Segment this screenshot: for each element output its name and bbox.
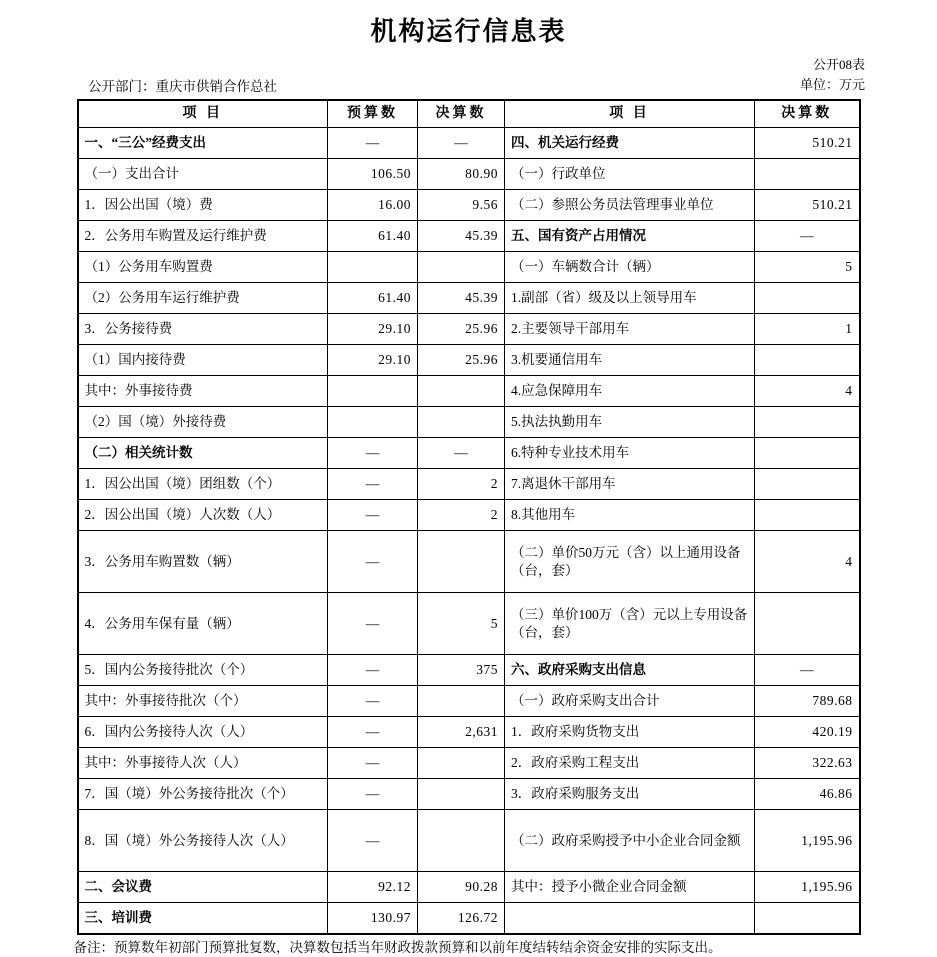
- cell-final: 45.39: [418, 283, 505, 314]
- row-label-right: （三）单价100万（含）元以上专用设备（台，套）: [505, 593, 755, 655]
- row-label-left: （2）国（境）外接待费: [78, 407, 328, 438]
- row-label-right: （一）车辆数合计（辆）: [505, 252, 755, 283]
- department-label: 公开部门：重庆市供销合作总社: [88, 75, 277, 95]
- cell-final-right: 4: [755, 376, 860, 407]
- cell-final: 25.96: [418, 314, 505, 345]
- row-label-left: （一）支出合计: [78, 159, 328, 190]
- row-label-right: 8.其他用车: [505, 500, 755, 531]
- row-label-left: 二、会议费: [78, 872, 328, 903]
- cell-budget: 61.40: [328, 283, 418, 314]
- row-label-right: 1．政府采购货物支出: [505, 717, 755, 748]
- row-label-right: [505, 903, 755, 934]
- cell-budget: —: [328, 128, 418, 159]
- row-label-right: （二）参照公务员法管理事业单位: [505, 190, 755, 221]
- cell-final-right: 5: [755, 252, 860, 283]
- table-row: [78, 531, 860, 593]
- row-label-right: 2．政府采购工程支出: [505, 748, 755, 779]
- cell-budget: —: [328, 655, 418, 686]
- table-row: [78, 345, 860, 376]
- row-label-left: 6．国内公务接待人次（人）: [78, 717, 328, 748]
- row-label-left: 一、“三公”经费支出: [78, 128, 328, 159]
- cell-final-right: 4: [755, 531, 860, 593]
- cell-final-right: 420.19: [755, 717, 860, 748]
- table-row: [78, 407, 860, 438]
- row-label-left: 其中：外事接待批次（个）: [78, 686, 328, 717]
- cell-final: 2: [418, 500, 505, 531]
- row-label-left: 2．因公出国（境）人次数（人）: [78, 500, 328, 531]
- organization-operation-table: [77, 99, 861, 935]
- cell-final: 5: [418, 593, 505, 655]
- header-final: 决算数: [418, 100, 505, 128]
- table-row: [78, 252, 860, 283]
- cell-budget: 61.40: [328, 221, 418, 252]
- row-label-right: 2.主要领导干部用车: [505, 314, 755, 345]
- cell-final-right: [755, 500, 860, 531]
- cell-budget: 29.10: [328, 345, 418, 376]
- table-row: [78, 717, 860, 748]
- table-row: [78, 779, 860, 810]
- row-label-right: （二）政府采购授予中小企业合同金额: [505, 810, 755, 872]
- cell-budget: —: [328, 531, 418, 593]
- cell-budget: —: [328, 779, 418, 810]
- cell-final: —: [418, 128, 505, 159]
- table-note: 备注：预算数年初部门预算批复数，决算数包括当年财政拨款预算和以前年度结转结余资金安排的实际支出。: [64, 939, 874, 957]
- cell-final-right: 789.68: [755, 686, 860, 717]
- cell-budget: 16.00: [328, 190, 418, 221]
- table-row: [78, 128, 860, 159]
- table-row: [78, 190, 860, 221]
- cell-budget: —: [328, 593, 418, 655]
- cell-final-right: [755, 438, 860, 469]
- cell-final: 126.72: [418, 903, 505, 934]
- table-row: [78, 748, 860, 779]
- cell-final-right: [755, 593, 860, 655]
- table-row: [78, 283, 860, 314]
- row-label-left: 2．公务用车购置及运行维护费: [78, 221, 328, 252]
- row-label-left: 8．国（境）外公务接待人次（人）: [78, 810, 328, 872]
- row-label-right: 7.离退休干部用车: [505, 469, 755, 500]
- cell-final: [418, 810, 505, 872]
- cell-final: 25.96: [418, 345, 505, 376]
- row-label-left: 其中：外事接待费: [78, 376, 328, 407]
- cell-budget: —: [328, 438, 418, 469]
- header-item-left: 项 目: [78, 100, 328, 128]
- row-label-right: 五、国有资产占用情况: [505, 221, 755, 252]
- cell-final: [418, 748, 505, 779]
- row-label-right: （一）行政单位: [505, 159, 755, 190]
- row-label-left: 3．公务用车购置数（辆）: [78, 531, 328, 593]
- cell-final: [418, 252, 505, 283]
- cell-final-right: 1,195.96: [755, 810, 860, 872]
- page-title: 机构运行信息表: [0, 0, 937, 49]
- row-label-left: 1．因公出国（境）团组数（个）: [78, 469, 328, 500]
- table-row: [78, 159, 860, 190]
- cell-final: 80.90: [418, 159, 505, 190]
- cell-budget: —: [328, 500, 418, 531]
- cell-final-right: 46.86: [755, 779, 860, 810]
- cell-final: 9.56: [418, 190, 505, 221]
- row-label-right: 四、机关运行经费: [505, 128, 755, 159]
- cell-final-right: [755, 903, 860, 934]
- header-item-right: 项 目: [505, 100, 755, 128]
- row-label-right: （一）政府采购支出合计: [505, 686, 755, 717]
- table-header: [78, 100, 860, 128]
- header-row: [78, 100, 860, 128]
- table-row: [78, 810, 860, 872]
- cell-final-right: 1: [755, 314, 860, 345]
- row-label-left: 三、培训费: [78, 903, 328, 934]
- cell-final-right: [755, 469, 860, 500]
- table-row: [78, 500, 860, 531]
- cell-budget: 130.97: [328, 903, 418, 934]
- cell-final-right: [755, 407, 860, 438]
- header-budget: 预算数: [328, 100, 418, 128]
- header-final-right: 决算数: [755, 100, 860, 128]
- table-row: [78, 872, 860, 903]
- document-meta: [0, 55, 937, 99]
- cell-budget: 106.50: [328, 159, 418, 190]
- cell-final-right: —: [755, 655, 860, 686]
- cell-budget: 29.10: [328, 314, 418, 345]
- cell-budget: [328, 407, 418, 438]
- row-label-left: 其中：外事接待人次（人）: [78, 748, 328, 779]
- cell-budget: [328, 376, 418, 407]
- table-row: [78, 376, 860, 407]
- cell-final: —: [418, 438, 505, 469]
- row-label-right: 3．政府采购服务支出: [505, 779, 755, 810]
- row-label-left: 3．公务接待费: [78, 314, 328, 345]
- row-label-right: 3.机要通信用车: [505, 345, 755, 376]
- table-row: [78, 903, 860, 934]
- row-label-left: （1）国内接待费: [78, 345, 328, 376]
- row-label-right: 1.副部（省）级及以上领导用车: [505, 283, 755, 314]
- table-body: [78, 128, 860, 934]
- cell-budget: —: [328, 686, 418, 717]
- cell-final: 90.28: [418, 872, 505, 903]
- cell-final: [418, 686, 505, 717]
- row-label-right: 其中：授予小微企业合同金额: [505, 872, 755, 903]
- cell-budget: —: [328, 717, 418, 748]
- row-label-right: 5.执法执勤用车: [505, 407, 755, 438]
- row-label-left: （1）公务用车购置费: [78, 252, 328, 283]
- cell-final-right: 1,195.96: [755, 872, 860, 903]
- cell-final: 375: [418, 655, 505, 686]
- cell-final: [418, 407, 505, 438]
- row-label-right: （二）单价50万元（含）以上通用设备（台，套）: [505, 531, 755, 593]
- cell-budget: —: [328, 748, 418, 779]
- cell-final-right: 510.21: [755, 128, 860, 159]
- row-label-left: （二）相关统计数: [78, 438, 328, 469]
- cell-budget: [328, 252, 418, 283]
- cell-budget: —: [328, 810, 418, 872]
- form-number: 公开08表: [800, 55, 865, 75]
- table-row: [78, 314, 860, 345]
- row-label-right: 4.应急保障用车: [505, 376, 755, 407]
- row-label-left: 1．因公出国（境）费: [78, 190, 328, 221]
- meta-right-block: [800, 55, 865, 95]
- row-label-left: 5．国内公务接待批次（个）: [78, 655, 328, 686]
- table-row: [78, 686, 860, 717]
- cell-budget: —: [328, 469, 418, 500]
- cell-final: 2,631: [418, 717, 505, 748]
- table-row: [78, 438, 860, 469]
- row-label-left: 4．公务用车保有量（辆）: [78, 593, 328, 655]
- cell-final-right: [755, 159, 860, 190]
- row-label-right: 6.特种专业技术用车: [505, 438, 755, 469]
- cell-final: [418, 779, 505, 810]
- table-row: [78, 469, 860, 500]
- cell-budget: 92.12: [328, 872, 418, 903]
- cell-final: [418, 376, 505, 407]
- row-label-left: 7．国（境）外公务接待批次（个）: [78, 779, 328, 810]
- row-label-left: （2）公务用车运行维护费: [78, 283, 328, 314]
- cell-final: 45.39: [418, 221, 505, 252]
- cell-final: 2: [418, 469, 505, 500]
- table-row: [78, 221, 860, 252]
- cell-final-right: [755, 345, 860, 376]
- table-row: [78, 593, 860, 655]
- cell-final-right: [755, 283, 860, 314]
- cell-final: [418, 531, 505, 593]
- cell-final-right: —: [755, 221, 860, 252]
- row-label-right: 六、政府采购支出信息: [505, 655, 755, 686]
- cell-final-right: 322.63: [755, 748, 860, 779]
- unit-label: 单位：万元: [800, 75, 865, 95]
- cell-final-right: 510.21: [755, 190, 860, 221]
- table-row: [78, 655, 860, 686]
